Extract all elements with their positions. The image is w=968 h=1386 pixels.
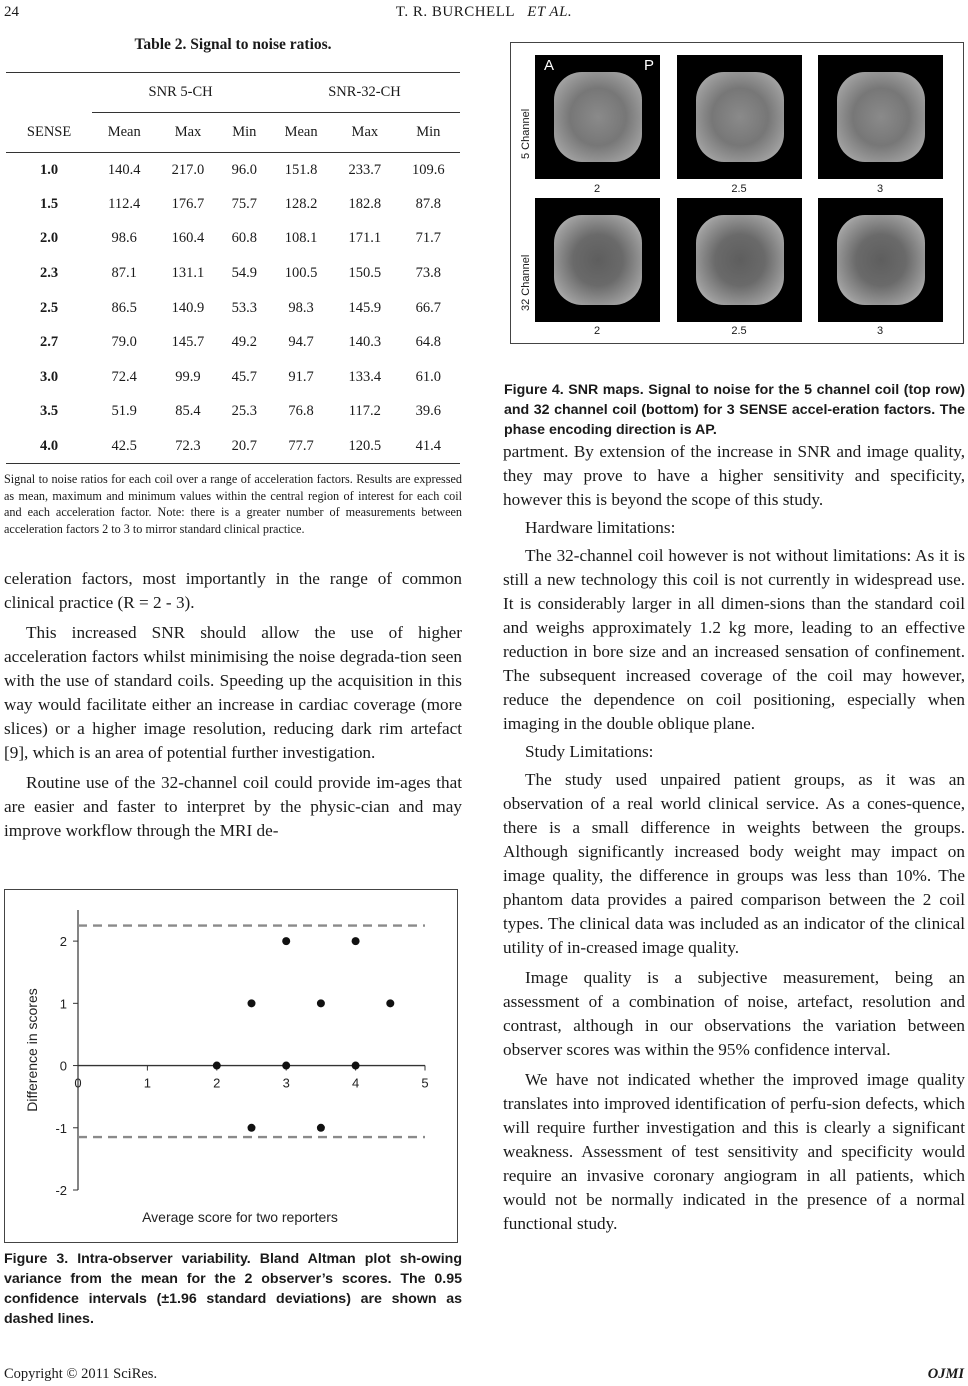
sense-factor-cell: 3.5 (40, 403, 59, 420)
sense-factor-cell: 4.0 (6, 429, 92, 464)
table-cell: 182.8 (348, 195, 382, 212)
table-row (6, 291, 460, 326)
x-tick-label: 4 (351, 1075, 360, 1091)
anterior-label: A (544, 57, 555, 74)
table-row (6, 153, 460, 188)
paragraph: We have not indicated whether the improved image quality translates into improved identification of perfu-sion defects, which will require further investigation and this is clearly a significant weakness. Assessment of test sensitivity and specificity would require an invasive coronary angiogram in all patients, which would not be normally indicated in the presence of a normal functional study. (503, 1070, 965, 1233)
table-cell: 128.2 (284, 195, 318, 212)
table-cell: 60.8 (231, 230, 258, 247)
paragraph: Image quality is a subjective measurement, being an assessment of a combination of noise, artefact, resolution and contrast, although in our observations the variation between observer scores was within the 95% confidence interval. (503, 968, 965, 1059)
table-cell: 160.4 (171, 230, 205, 247)
mri-phantom (837, 72, 925, 162)
copyright: Copyright © 2011 SciRes. (4, 1366, 158, 1382)
running-header (0, 4, 968, 26)
sense-factor-cell: 2.7 (40, 334, 59, 351)
column-header: Max (333, 113, 396, 153)
table-cell: 86.5 (111, 299, 137, 316)
factor-label: 3 (876, 183, 884, 195)
table-cell: 54.9 (231, 265, 258, 282)
table-row (6, 395, 460, 430)
mri-phantom (554, 72, 642, 162)
table-cell: 233.7 (348, 161, 382, 178)
column-header: Min (397, 113, 460, 153)
column-header: Mean (92, 113, 156, 153)
data-point (248, 1124, 256, 1132)
table-cell: 109.6 (411, 161, 445, 178)
data-point (317, 1124, 325, 1132)
mri-phantom (696, 72, 784, 162)
x-tick-label: 2 (213, 1075, 221, 1091)
table-row (6, 325, 460, 360)
y-tick-label: 1 (59, 996, 67, 1012)
table-cell: 77.7 (269, 429, 333, 464)
table-cell: 20.7 (220, 429, 269, 464)
sense-factor-cell: 2.3 (40, 265, 59, 282)
subheading: Hardware limitations: (525, 518, 676, 537)
table-body (6, 153, 460, 464)
table-cell: 79.0 (111, 334, 137, 351)
table-cell: 108.1 (284, 230, 318, 247)
paragraph: The study used unpaired patient groups, as it was an observation of a real world clinical service. As a cones-quence, there is a small difference in weights between the groups. Although significantly increased body weight may impact on image quality, the difference in groups was less than 10%. The phantom data provides a paired comparison between the 2 coil types. The clinical data was included as an indicator of the clinical utility of in-creased image quality. (503, 770, 965, 957)
table-column-header-row (6, 113, 460, 153)
group-header-empty (6, 73, 92, 113)
mri-5ch-2 (535, 55, 660, 179)
table-row (6, 360, 460, 395)
y-axis-label: Difference in scores (24, 988, 40, 1112)
column-header: SENSE (6, 113, 92, 153)
table-cell: 73.8 (415, 265, 441, 282)
data-point (352, 937, 360, 945)
snr-table (6, 72, 460, 464)
table-cell: 176.7 (171, 195, 205, 212)
table-cell: 72.4 (111, 368, 137, 385)
table-cell: 94.7 (288, 334, 314, 351)
x-tick-label: 5 (421, 1075, 429, 1091)
data-point (352, 1062, 360, 1070)
paragraph: Routine use of the 32-channel coil could provide im-ages that are easier and faster to interpret by the physic-cian and may improve workflow through the MRI de- (4, 773, 462, 841)
table-cell: 131.1 (171, 265, 205, 282)
column-header: Max (156, 113, 219, 153)
table-cell: 53.3 (231, 299, 258, 316)
factor-label: 2 (593, 183, 601, 195)
x-tick-label: 1 (143, 1075, 152, 1091)
posterior-label: P (644, 57, 655, 74)
table-cell: 85.4 (175, 403, 201, 420)
column-header: Mean (269, 113, 333, 153)
table-cell: 61.0 (415, 368, 441, 385)
x-tick-label: 0 (74, 1075, 82, 1091)
table-row (6, 222, 460, 257)
table-cell: 145.7 (171, 334, 205, 351)
table-cell: 98.3 (288, 299, 314, 316)
mri-5ch-2.5 (677, 55, 802, 179)
table-cell: 72.3 (156, 429, 219, 464)
bland-altman-plot (5, 890, 459, 1244)
table-cell: 99.9 (175, 368, 201, 385)
figure-3-chart (4, 889, 458, 1243)
table-cell: 98.6 (111, 230, 137, 247)
paragraph: This increased SNR should allow the use of higher acceleration factors whilst minimising the noise degrada-tion seen with the use of standard coils. Speeding up the acquisition in this way would facilitate either an increase in cardiac coverage (more slices) or a higher image resolution, reducing dark rim artefact [9], which is an area of potential further investigation. (4, 623, 462, 763)
column-header: Min (220, 113, 269, 153)
table-cell: 45.7 (231, 368, 258, 385)
table-cell: 133.4 (348, 368, 382, 385)
table-note: Signal to noise ratios for each coil over a range of acceleration factors. Results are expressed as mean, maximum and minimum values within the central region of interest for each coil and each acceleration factor. Note: there is a greater number of measurements between acceleration factors 2 to 3 to mirror standard clinical practice. (4, 472, 462, 536)
table-cell: 42.5 (92, 429, 156, 464)
paragraph: celeration factors, most importantly in the range of common clinical practice (R = 2 - 3). (4, 569, 462, 613)
table-cell: 140.3 (348, 334, 382, 351)
table-cell: 91.7 (288, 368, 314, 385)
table-group-header-row (6, 73, 460, 113)
factor-label: 3 (876, 325, 884, 337)
mri-phantom (837, 215, 925, 305)
table-cell: 120.5 (333, 429, 396, 464)
sense-factor-cell: 2.0 (40, 230, 59, 247)
figure-4-caption: Figure 4. SNR maps. Signal to noise for the 5 channel coil (top row) and 32 channel coil (bottom) for 3 SENSE accel-eration factors. The phase encoding direction is AP. (504, 382, 965, 438)
factor-label: 2.5 (731, 325, 747, 337)
sense-factor-cell: 3.0 (40, 368, 59, 385)
sense-factor-cell: 2.5 (40, 299, 59, 316)
y-tick-label: -1 (55, 1120, 67, 1136)
table-cell: 76.8 (288, 403, 314, 420)
data-point (248, 999, 256, 1007)
table-cell: 140.4 (107, 161, 141, 178)
table-cell: 150.5 (348, 265, 382, 282)
running-title (0, 4, 968, 21)
table-cell: 112.4 (108, 195, 141, 212)
mri-32ch-2.5 (677, 198, 802, 322)
x-tick-label: 3 (282, 1075, 290, 1091)
table-caption: Table 2. Signal to noise ratios. (134, 36, 332, 53)
y-tick-label: 2 (59, 934, 67, 950)
data-point (213, 1062, 221, 1070)
table-cell: 41.4 (397, 429, 460, 464)
table-cell: 71.7 (415, 230, 441, 247)
table-cell: 140.9 (171, 299, 205, 316)
data-point (386, 999, 394, 1007)
table-row (6, 187, 460, 222)
y-tick-label: -2 (55, 1183, 67, 1198)
group-header-5ch: SNR 5-CH (92, 73, 269, 113)
data-point (317, 999, 325, 1007)
page-number: 24 (4, 4, 19, 20)
right-body-text (503, 440, 965, 1236)
mri-phantom (554, 215, 642, 305)
subheading: Study Limitations: (525, 742, 654, 761)
table-cell: 49.2 (231, 334, 258, 351)
sense-factor-cell: 1.0 (40, 161, 59, 178)
table-cell: 100.5 (284, 265, 318, 282)
table-cell: 87.8 (415, 195, 441, 212)
table-cell: 51.9 (111, 403, 137, 420)
table-cell: 96.0 (231, 161, 258, 178)
sense-factor-cell: 1.5 (40, 195, 59, 212)
mri-phantom (696, 215, 784, 305)
data-point (282, 1062, 290, 1070)
data-point (282, 937, 290, 945)
row-label-32ch: 32 Channel (520, 254, 532, 311)
mri-32ch-2 (535, 198, 660, 322)
running-author: T. R. BURCHELL (395, 4, 515, 20)
table-cell: 66.7 (415, 299, 441, 316)
table-cell: 151.8 (284, 161, 318, 178)
mri-32ch-3 (818, 198, 943, 322)
table-cell: 217.0 (171, 161, 205, 178)
table-cell: 64.8 (415, 334, 441, 351)
table-cell: 25.3 (231, 403, 258, 420)
row-label-5ch: 5 Channel (520, 108, 532, 159)
left-column (4, 36, 462, 843)
figure-4-image (510, 42, 964, 344)
paragraph: The 32-channel coil however is not without limitations: As it is still a new technology this coil is not currently in widespread use. It is considerably larger in all dimen-sions than the standard coil and weighs approximately 1.2 kg more, leading to an effective reduction in bore size and an increased sensation of confinement. The subsequent increased coverage of the coil may however, reduce the dependence on coil positioning, especially when imaging in the double oblique plane. (503, 546, 965, 733)
table-cell: 117.2 (348, 403, 381, 420)
factor-label: 2.5 (731, 183, 747, 195)
y-tick-label: 0 (59, 1058, 67, 1074)
table-cell: 75.7 (231, 195, 258, 212)
journal-name: OJMI (927, 1366, 964, 1382)
group-header-32ch: SNR-32-CH (269, 73, 460, 113)
table-cell: 145.9 (348, 299, 382, 316)
table-cell: 87.1 (111, 265, 137, 282)
table-row (6, 429, 460, 464)
factor-label: 2 (593, 325, 601, 337)
paragraph: partment. By extension of the increase in SNR and image quality, they may prove to have a higher sensitivity and specificity, however this is beyond the scope of this study. (503, 442, 965, 509)
table-row (6, 256, 460, 291)
mri-5ch-3 (818, 55, 943, 179)
x-axis-label: Average score for two reporters (142, 1209, 338, 1225)
figure-3-caption: Figure 3. Intra-observer variability. Bland Altman plot sh-owing variance from the mean for the 2 observer’s scores. The 0.95 confidence intervals (±1.96 standard deviations) are shown as dashed lines. (4, 1251, 462, 1327)
table-cell: 171.1 (348, 230, 382, 247)
table-cell: 39.6 (415, 403, 441, 420)
running-etal: ET AL. (527, 4, 573, 20)
